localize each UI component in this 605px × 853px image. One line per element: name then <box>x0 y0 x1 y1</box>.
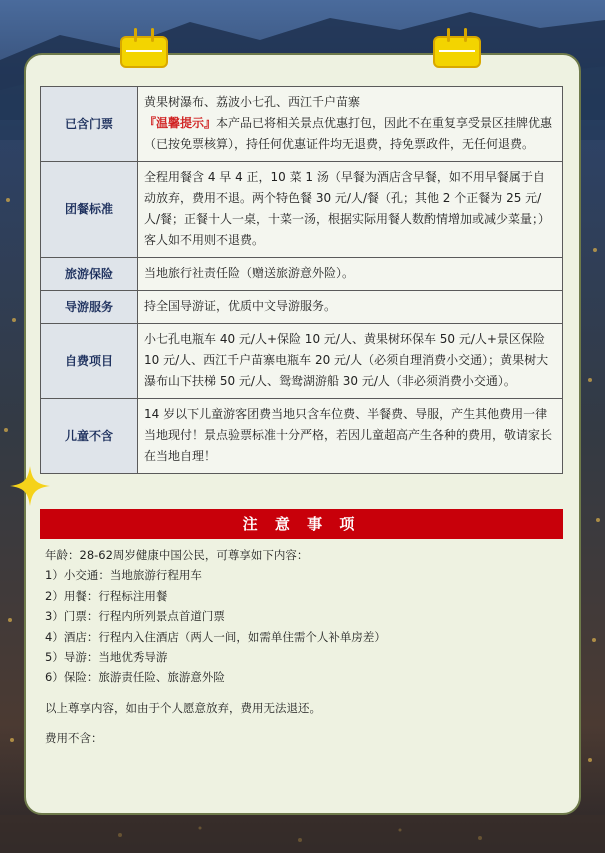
row-content <box>138 399 563 474</box>
notice-item: 1）小交通：当地旅游行程用车 <box>45 568 202 583</box>
warm-tip-label: 『温馨提示』 <box>144 116 217 130</box>
row-content <box>138 324 563 399</box>
notice-section <box>45 545 565 749</box>
row-text: 全程用餐含 4 早 4 正，10 菜 1 汤（早餐为酒店含早餐，如不用早餐属于自动放弃，费用不退。两个特色餐 30 元/人/餐（孔；其他 2 个正餐为 25 元/人/餐；正餐十人一桌，十菜一汤，根据实际用餐人数酌情增加或减少菜量；）客人如不用则不退费。 <box>144 170 551 247</box>
row-content-line <box>144 167 556 251</box>
row-content <box>138 291 563 324</box>
notice-title-bar: 注 意 事 项 <box>40 509 563 539</box>
row-label: 导游服务 <box>41 291 138 324</box>
row-content-line <box>144 404 556 467</box>
table-row <box>41 258 563 291</box>
row-text: 持全国导游证，优质中文导游服务。 <box>144 299 337 313</box>
table-row <box>41 324 563 399</box>
notice-excluded-heading: 费用不含： <box>45 731 103 746</box>
row-label: 自费项目 <box>41 324 138 399</box>
row-content-line <box>144 92 556 113</box>
notice-item: 2）用餐：行程标注用餐 <box>45 588 168 603</box>
row-content-line <box>144 296 556 317</box>
notice-item: 3）门票：行程内所列景点首道门票 <box>45 609 225 624</box>
table-row <box>41 399 563 474</box>
row-content-line <box>144 329 556 392</box>
row-text: 本产品已将相关景点优惠打包，因此不在重复享受景区挂牌优惠（已按免票核算），持任何优惠证件均无退费，持免票政件，无任何退费。 <box>144 116 553 151</box>
row-content-line <box>144 113 556 155</box>
notice-item: 4）酒店：行程内入住酒店（两人一间，如需单住需个人补单房差） <box>45 629 386 644</box>
binder-clip-right <box>433 36 481 68</box>
notice-item: 5）导游：当地优秀导游 <box>45 650 168 665</box>
binder-clip-left <box>120 36 168 68</box>
row-content <box>138 87 563 162</box>
row-label: 旅游保险 <box>41 258 138 291</box>
row-text: 黄果树瀑布、荔波小七孔、西江千户苗寨 <box>144 95 361 109</box>
row-content <box>138 258 563 291</box>
table-row <box>41 291 563 324</box>
notice-closing: 以上尊享内容，如由于个人愿意放弃，费用无法退还。 <box>45 700 321 715</box>
notice-intro: 年龄：28-62周岁健康中国公民，可尊享如下内容： <box>45 548 309 562</box>
row-text: 小七孔电瓶车 40 元/人+保险 10 元/人、黄果树环保车 50 元/人+景区保险 10 元/人、西江千户苗寨电瓶车 20 元/人（必须自理消费小交通）；黄果树大瀑布山下扶梯 50 元/人、鸳鸯湖游船 30 元/人（非必须消费小交通）。 <box>144 332 549 388</box>
sparkle-star-icon <box>10 466 50 506</box>
row-label: 已含门票 <box>41 87 138 162</box>
service-info-table <box>40 86 563 474</box>
row-label: 团餐标准 <box>41 162 138 258</box>
table-row <box>41 87 563 162</box>
row-text: 当地旅行社责任险（赠送旅游意外险）。 <box>144 266 355 280</box>
table-row <box>41 162 563 258</box>
notice-item: 6）保险：旅游责任险、旅游意外险 <box>45 670 225 685</box>
row-text: 14 岁以下儿童游客团费当地只含车位费、半餐费、导服，产生其他费用一律当地现付！景点验票标准十分严格，若因儿童超高产生各种的费用，敬请家长在当地自理！ <box>144 407 553 463</box>
row-label: 儿童不含 <box>41 399 138 474</box>
row-content-line <box>144 263 556 284</box>
row-content <box>138 162 563 258</box>
